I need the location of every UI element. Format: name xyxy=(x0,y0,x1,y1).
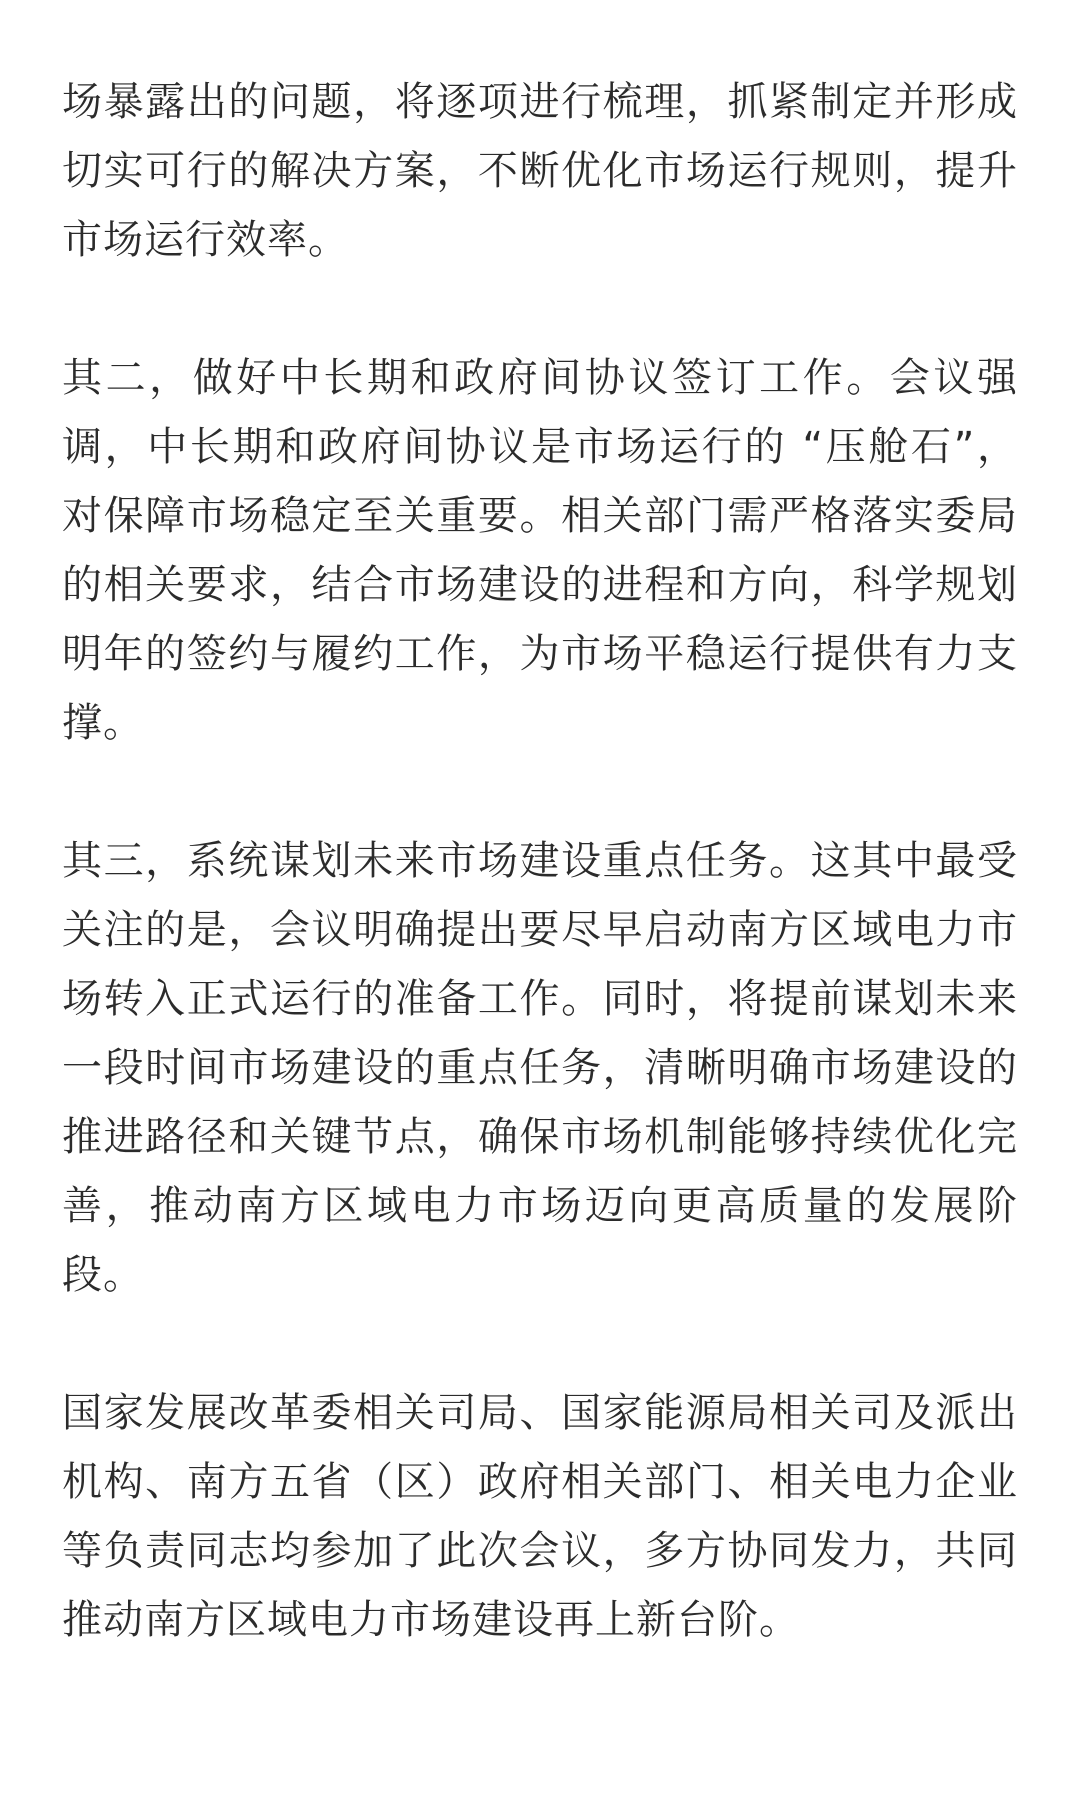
article-body xyxy=(62,68,1018,1655)
paragraph-agreements: 其二，做好中长期和政府间协议签订工作。会议强调，中长期和政府间协议是市场运行的 “压舱石”，对保障市场稳定至关重要。相关部门需严格落实委局的相关要求，结合市场建设的进程和方向，科学规划明年的签约与履约工作，为市场平稳运行提供有力支撑。 xyxy=(62,355,1018,746)
paragraph-attendees: 国家发展改革委相关司局、国家能源局相关司及派出机构、南方五省（区）政府相关部门、相关电力企业等负责同志均参加了此次会议，多方协同发力，共同推动南方区域电力市场建设再上新台阶。 xyxy=(62,1390,1018,1643)
paragraph-problem-review: 场暴露出的问题，将逐项进行梳理，抓紧制定并形成切实可行的解决方案，不断优化市场运行规则，提升市场运行效率。 xyxy=(62,79,1018,263)
paragraph-future-tasks: 其三，系统谋划未来市场建设重点任务。这其中最受关注的是，会议明确提出要尽早启动南方区域电力市场转入正式运行的准备工作。同时，将提前谋划未来一段时间市场建设的重点任务，清晰明确市场建设的推进路径和关键节点，确保市场机制能够持续优化完善，推动南方区域电力市场迈向更高质量的发展阶段。 xyxy=(62,838,1018,1298)
